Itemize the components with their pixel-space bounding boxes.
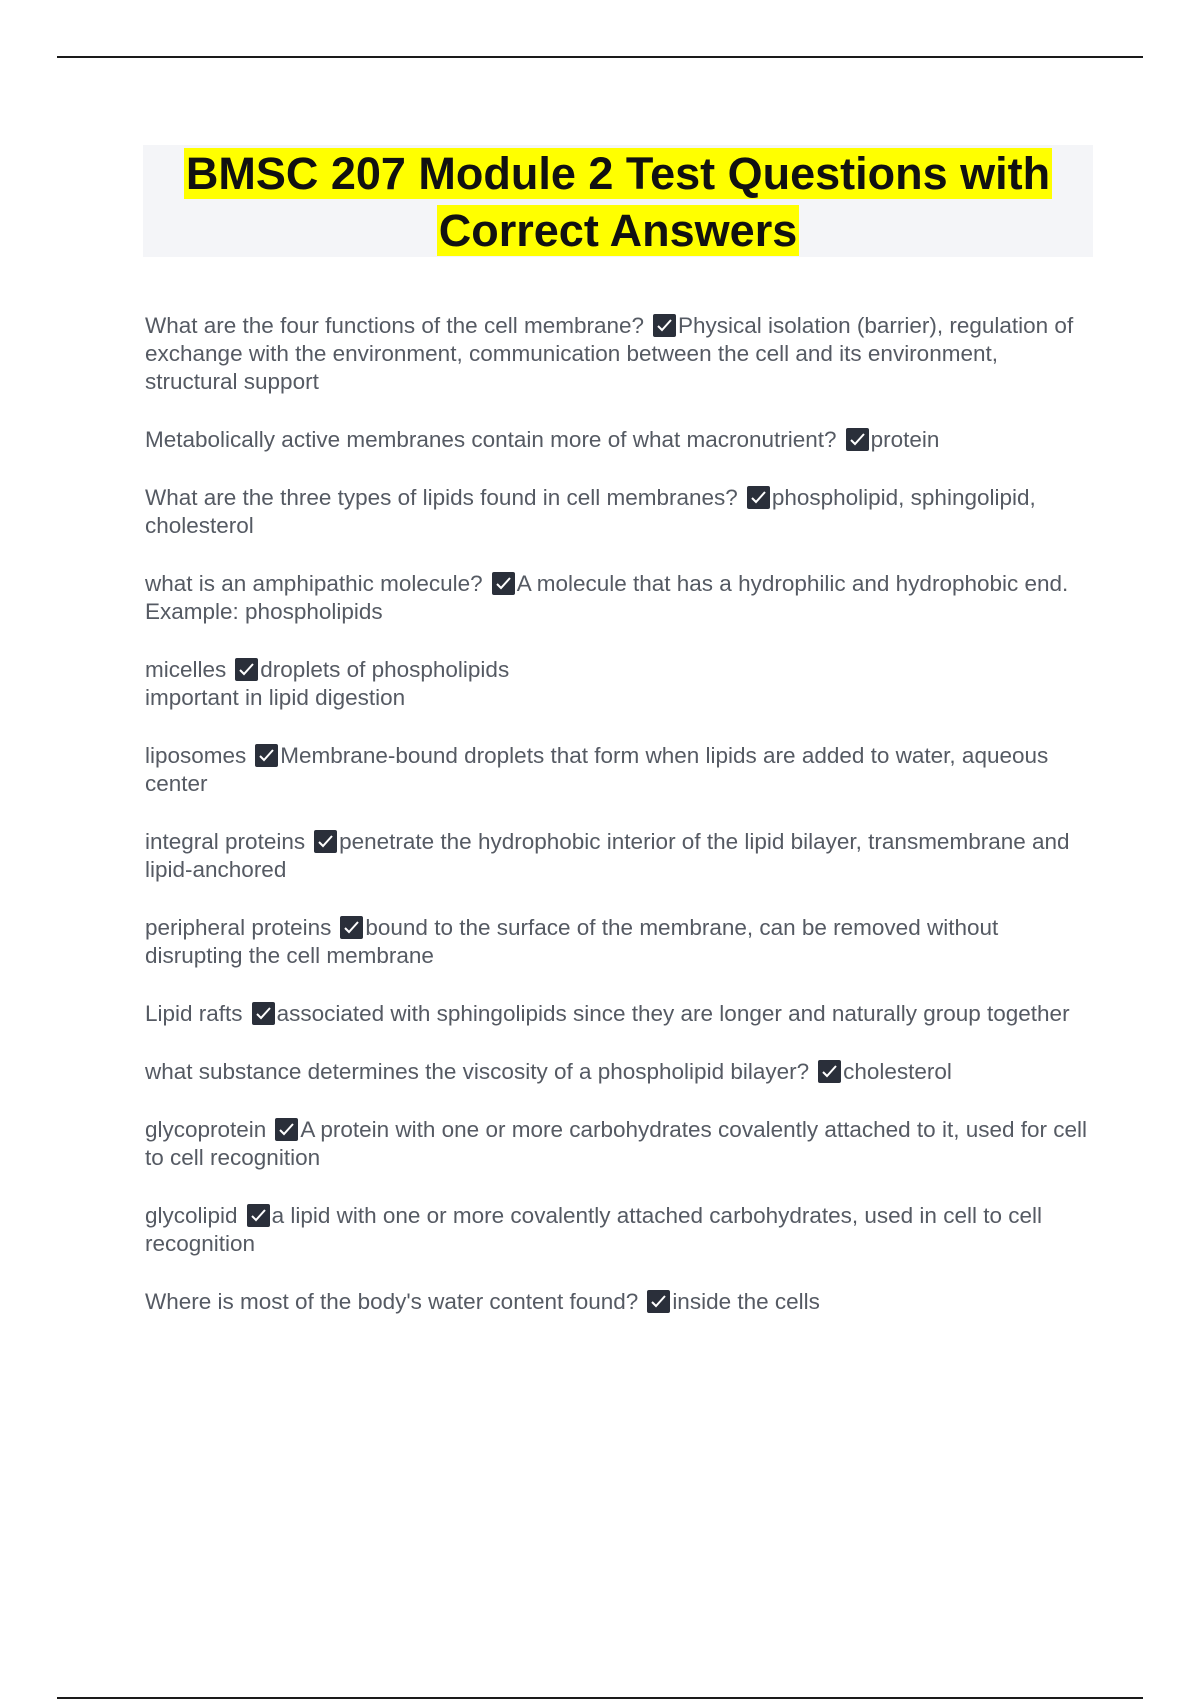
qa-item [145, 914, 1090, 970]
qa-item [145, 656, 1090, 712]
qa-item [145, 570, 1090, 626]
qa-item [145, 312, 1090, 396]
checkbox-checked-icon [492, 572, 515, 595]
answer-text: Membrane-bound droplets that form when lipids are added to water, aqueous center [145, 743, 1049, 796]
question-text: what is an amphipathic molecule? [145, 571, 483, 596]
answer-text: penetrate the hydrophobic interior of the lipid bilayer, transmembrane and lipid-anchored [145, 829, 1070, 882]
checkbox-checked-icon [340, 916, 363, 939]
checkbox-checked-icon [235, 658, 258, 681]
checkbox-checked-icon [818, 1060, 841, 1083]
answer-text: inside the cells [672, 1289, 820, 1314]
qa-item [145, 1058, 1090, 1086]
qa-list [145, 312, 1090, 1346]
question-text: Lipid rafts [145, 1001, 243, 1026]
qa-item [145, 426, 1090, 454]
question-text: glycoprotein [145, 1117, 267, 1142]
answer-text: bound to the surface of the membrane, can be removed without disrupting the cell membrane [145, 915, 999, 968]
checkbox-checked-icon [846, 428, 869, 451]
checkbox-checked-icon [275, 1118, 298, 1141]
qa-item [145, 1116, 1090, 1172]
checkbox-checked-icon [252, 1002, 275, 1025]
question-text: Where is most of the body's water content found? [145, 1289, 639, 1314]
answer-text: Physical isolation (barrier), regulation of exchange with the environment, communication between the cell and its environment, structural support [145, 313, 1074, 394]
title-line-1: BMSC 207 Module 2 Test Questions with [185, 148, 1051, 199]
question-text: peripheral proteins [145, 915, 332, 940]
qa-item [145, 1000, 1090, 1028]
answer-text: associated with sphingolipids since they are longer and naturally group together [276, 1001, 1070, 1026]
question-text: integral proteins [145, 829, 306, 854]
checkbox-checked-icon [314, 830, 337, 853]
question-text: what substance determines the viscosity of a phospholipid bilayer? [145, 1059, 810, 1084]
top-rule [57, 56, 1143, 58]
qa-item [145, 742, 1090, 798]
answer-text: droplets of phospholipids [260, 657, 510, 682]
answer-text: a lipid with one or more covalently attached carbohydrates, used in cell to cell recognition [145, 1203, 1042, 1256]
answer-text-continued: important in lipid digestion [145, 685, 406, 710]
answer-text: A molecule that has a hydrophilic and hydrophobic end. Example: phospholipids [145, 571, 1069, 624]
question-text: micelles [145, 657, 227, 682]
answer-text: protein [870, 427, 940, 452]
qa-item [145, 828, 1090, 884]
checkbox-checked-icon [647, 1290, 670, 1313]
question-text: Metabolically active membranes contain more of what macronutrient? [145, 427, 837, 452]
qa-item [145, 1288, 1090, 1316]
answer-text: A protein with one or more carbohydrates covalently attached to it, used for cell to cell recognition [145, 1117, 1088, 1170]
page-title [143, 145, 1093, 259]
checkbox-checked-icon [247, 1204, 270, 1227]
bottom-rule [57, 1697, 1143, 1699]
title-line-2: Correct Answers [438, 205, 798, 256]
checkbox-checked-icon [653, 314, 676, 337]
checkbox-checked-icon [255, 744, 278, 767]
qa-item [145, 484, 1090, 540]
question-text: liposomes [145, 743, 247, 768]
question-text: What are the three types of lipids found in cell membranes? [145, 485, 738, 510]
answer-text: cholesterol [843, 1059, 952, 1084]
title-block [143, 145, 1093, 257]
answer-text: phospholipid, sphingolipid, cholesterol [145, 485, 1036, 538]
qa-item [145, 1202, 1090, 1258]
question-text: glycolipid [145, 1203, 238, 1228]
question-text: What are the four functions of the cell membrane? [145, 313, 645, 338]
checkbox-checked-icon [747, 486, 770, 509]
